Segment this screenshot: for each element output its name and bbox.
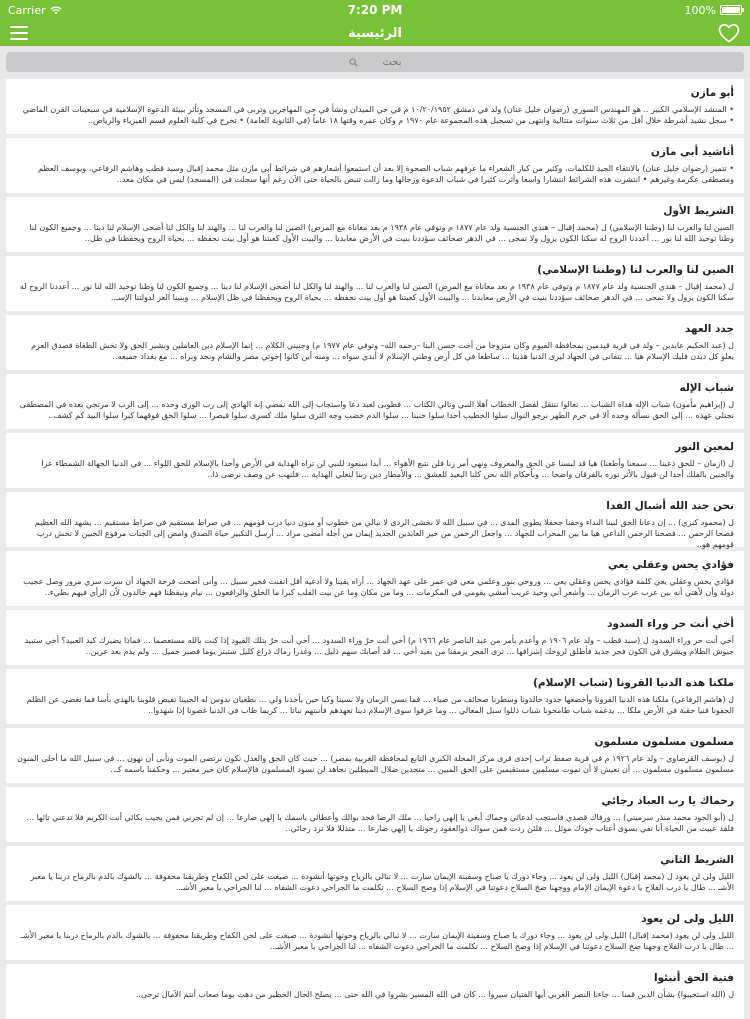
battery-icon	[720, 5, 742, 15]
list-item-excerpt: ل (الله استجيبوا) بشأن الدين قمنا ... جاءنا النصر الغربي أيها الفتيان سيروا ... كان في الله المسير بشروا في الله حتى ... يصلح الحال الخطير من دهت يوما صعاب أنتم الآمال ترجى..	[135, 990, 734, 999]
list-item[interactable]	[6, 374, 744, 429]
list-item-title: الليل ولى لن يعود	[641, 913, 734, 925]
hamburger-menu-icon[interactable]	[10, 26, 28, 40]
list-item-title: ملكنا هذه الدنيا القرونا (شباب الإسلام)	[533, 677, 734, 689]
carrier-info	[8, 4, 62, 17]
list-item-title: الصين لنا والعرب لنا (وطننا الإسلامي)	[537, 264, 734, 276]
page-title: الرئيسية	[347, 25, 403, 41]
list-item[interactable]	[6, 905, 744, 960]
list-item-excerpt: ل (عبد الحكيم عابدين – ولد في قرية قيدمين بمحافظة الفيوم وكان متزوجا من أخت حسن البنا –رحمه الله– وتوفي عام ١٩٧٧ م) وجنيني الكلام ... إنما الإسلام دين العاملين وبشير الحق ولا تخش الطغاة فصدق العزم يعلو كل ديدن فليك الإسلام هيا ... نتفانى في الجهاد ليرى الدنيا هدينا ... ساطعا في كل أرض وطني الإسلام لا أبدي سواه ... ومنه أين كانوا إخوتي مصر والشام ونجد وبراه ... مع بغداد جميعه..	[31, 341, 734, 361]
nav-bar	[0, 20, 750, 46]
list-item-excerpt: فؤادي يحس وعقلي يعي كلمة فؤادي يحس وعقلي يعي ... وروحي بنور وعلمي معي في عمر على عهد الجهاد ... أراه يقينا ولا أدعيه أقل انفنت فخير سبيل ... وأنى أضحت فرحة الجهاد أن سرت سري مرور وصل عجيب دولة وأن لأهتي أنه بين عرب عرب الزمان ... وأشعر أني وحيد غريب أمشي بقومي في المكرمات ... وما من مكان وما عن بيت القلب كبرا ما الخلق والرافعون ... نيام ونيقظنا فهم خالدون لأن الرأي فيهم بطيء..	[23, 577, 734, 597]
list-item-excerpt: ل (إبراهيم مأمون) شباب الإله هداة الشباب ... تعالوا ننتقل لفضل الخطاب أهلا النبي وتالي الكتاب ... فطوبى لعبد دعا واستجاب إلى الله نمضي إنه الهادي إلى رب الورى وحده ... إلى الرب لا مرتجي بعده في المصطفى نجتلي عهده ... إلى الحق نسأله وحده ألا في حرم الطهر نرجو النوال سلوا الخطيب أحدا سلوا حنينا ... سلوا الدم خضب وجه الثرى سلوا ملك كسرى سلوا قيصرا ... سلوا الحق فوقهما كبرا سلوا البيد كم كشف..	[19, 400, 734, 420]
list-item[interactable]	[6, 787, 744, 842]
list-item[interactable]	[6, 551, 744, 606]
list-item[interactable]	[6, 138, 744, 193]
search-field[interactable]	[6, 52, 744, 72]
list-item-excerpt: أخي أنت حر وراء السدود ل (سيد قطب – ولد عام ١٩٠٦ م وأعدم بأمر من عبد الناصر عام ١٩٦٦ م) أخي أنت حرٌ وراء السدود ... أخي أنت حرٌ بتلك القيود إذا كنت بالله مستعصما ... فماذا يضيرك كيد العبيد؟ أخي ستبيد جيوش الظلام ويشرق في الكون فجر جديد فأطلق لروحك إشراقها ... ترى الفجر يرمقنا من بعيد أخي ... قد أصابك سهم ذليل ... وغدرا رماك ذراع كليل ستبتر يوما فصبر جميل ... ولم يدم بعد عرين..	[24, 636, 734, 656]
list-item-excerpt: ل (ازمان – للحق ذعينا ... سمعنا وأطعنا) هيا قد لبسنا عن الحق والمعروف ونهي أمر زنا فلن نتبع الأهواء ... أبدا سنعود للنبي لن تراه الهداية في الأرض وأحدا بالإسلام للحق اللواء ... في الدنيا الجهالة الشمطاء عزا والجنين بالفلك أحدا لن قبول بالأثر نوره بالفرقان واضحا ... وبأحكام الله نحن كلنا البعيد للعشق ... والأمطار دين ربنا لنعلي الهداية ... فلنهب عن وصف نرضى ذا..	[41, 459, 734, 479]
list-item-title: الشريط الأول	[663, 205, 734, 217]
list-item-excerpt: • تتميز (رضوان خليل عنان) بالانتقاء الجيد للكلمات، وكثير من كبار الشعراء ما عرفهم شباب الصحوة إلا بعد أن استمعوا أشعارهم في شرائط أبي مازن مثل محمد إقبال وسيد قطب وهاشم الرفاعي، ويوسف العظم ومصطفى عكرمة وغيرهم • انتشرت هذه الشرائط انتشارا واسعا وأثرت كثيرا في شباب الدعوة ورجالها وما زالت تنبض بالحياة حتى الآن رغم أنها سجلت في (المسجد) ليس في مكان معد..	[38, 164, 734, 184]
list-item[interactable]	[6, 433, 744, 488]
list-item[interactable]	[6, 315, 744, 370]
search-bar	[0, 46, 750, 78]
list-item-excerpt: ل (أبو الجود محمد منذر سرميني) ... ورفاك قصدي فاستجب لدعائي وحماك أبغي يا إلهي راحيا ... ملك الرضا فجد بوالك وأعطائي باسمك يا إلهي ضارعا ... إن لم تجزني فمن يجيب بكائي أنت الكريم فلا تدعني تائها ... فلقد عييت من الحياة أنا تفي بسوى أعتاب جودك موئل ... فلئن ردت فمن سواك ذوالعقود رجوتك يا إلهي ضارعا ... متذللا فلا ترد رجائي..	[26, 813, 734, 833]
list-item-title: نحن جند الله أشبال الفدا	[606, 500, 734, 512]
battery-fill	[722, 7, 740, 13]
list-item-title: فتية الحق أنبئوا	[654, 972, 734, 984]
list-item-title: أناشيد أبي مازن	[650, 146, 734, 158]
list-item-title: الشريط الثاني	[660, 854, 734, 866]
list-item[interactable]	[6, 846, 744, 901]
list-item[interactable]	[6, 728, 744, 783]
list-item-title: شباب الإله	[679, 382, 734, 394]
list-item-excerpt: • المنشد الإسلامي الكبير .. هو المهندس السوري (رضوان خليل عنان) ولد في دمشق ١٠/٢٠/١٩٥٢ م في حي الميدان ونشأ في حي المهاجرين وتربى في المسجد وتأثر ببيئة الدعوة الإسلامية في سبعينات القرن الماضي • سجل نشيد أشرطة خلال أقل من ثلاث سنوات متتالية وانتهى من تسجيل هذه المجموعة عام ١٩٧٠ م وكان عمره وقتها ١٨ عاماً (في الثانوية العامة) • تخرج في كلية العلوم قسم الفيزياء والرياض..	[22, 105, 734, 125]
list-item[interactable]	[6, 610, 744, 665]
wifi-icon	[50, 6, 62, 15]
list-item-excerpt: ل (محمد إقبال – هندي الجنسية ولد عام ١٨٧٧ م وتوفي عام ١٩٣٨ م بعد معاناة مع المرض) الصين لنا والعرب لنا ... والهند لنا والكل لنا أضحى الإسلام لنا دينا ... وجميع الكون لنا وطنا توحيد الله لنا نور ... أعددنا الروح له سكنا الكون يزول ولا تمحى ... في الدهر صحائف سؤددنا بنيت في الأرض معابدنا ... والبيت الأول كعبتنا هو أول بيت نحفظه ... بحياة الروح ويحفظنا في ظل الإسلام ... وبنينا العز لدولتنا الإسـ..	[19, 282, 734, 302]
status-bar	[0, 0, 750, 20]
list-item[interactable]	[6, 256, 744, 311]
list-item[interactable]	[6, 197, 744, 252]
list-item-title: مسلمون مسلمون مسلمون	[594, 736, 734, 748]
list-item-excerpt: الصين لنا والعرب لنا (وطننا الإسلامي) ل (محمد إقبال – هندي الجنسية ولد عام ١٨٧٧ م وتوفي عام ١٩٣٨ م بعد معاناة مع المرض) الصين لنا والعرب لنا ... والهند لنا والكل لنا أضحى الإسلام لنا دينا ... وجميع الكون لنا وطنا توحيد الله لنا نور ... أعددنا الروح له سكنا الكون يزول ولا تمحى ... في الدهر صحائف سؤددنا بنيت في الأرض معابدنا ... والبيت الأول كعبتنا هو أول بيت نحفظه ... بحياة الروح ويحفظنا في ظل..	[29, 223, 734, 243]
list-item-title: جدد العهد	[684, 323, 734, 335]
song-list	[6, 79, 744, 1019]
list-item[interactable]	[6, 669, 744, 724]
list-item-excerpt: ل (يوسف القرضاوي – ولد عام ١٩٢٦ م في قرية صفط تراب إحدى قرى مركز المحلة الكبرى التابع لمحافظة الغربية بمصر) ... حيث كان الحق والعدل نكون نرتضي الموت ونأبى أن نهون ... في سبيل الله ما أحلى المنون مسلمون مسلمون مسلمون ... أن نعيش لا أن نموت مسلمين مستقيمين على الحق المبين ... متحدين ضلال المبطلين نجاهد لن نسود المسلمون فالإسلام كان خير معتبر ... وحكمنا باسمه كـ..	[17, 754, 734, 774]
status-time: 7:20 PM	[347, 3, 403, 17]
list-item-excerpt: ل (هاشم الرفاعي) ملكنا هذه الدنيا القرونا وأخضعها جدود خالدونا وسطرنا صحائف من ضياء ... فما نسي الزمان ولا نسينا وكنا حين يأخذنا ولي ... بطغيان ندوس له الجبينا تفيض قلوبنا بالهدي بأسا فما نغضي عن الظلم الجفونا فنيا حقبة في الأرض ملكا ... يدعمه شباب طامحونا شباب ذللوا سبل المعالي ... وما عرفوا سوى الإسلام دينا تعهدهم فأنبتهم نباتا ... كريما طاب في الدنيا غصونا إذا شهدوا..	[26, 695, 734, 715]
list-item-title: رحماك يا رب العباد رجائي	[601, 795, 734, 807]
list-item-excerpt: الليل ولى لن يعود ل (محمد إقبال) الليل ولى لن يعود ... وجاء دورك يا صباح وسفينة الإيمان سارت ... لا تبالي بالرياح وحوتها أنشودة ... صيغت على لحن الكفاح وطريقنا محفوفة ... بالشوك بالدم بالرماح دربنا يا معبر الأشـ ... طال يا درب الفلاح يا دعوة الإيمان الإمام ووجهنا ضخ السلاح دعوتنا في الإسلام إذا وضح السلاح ... تكلمت ما الجراحي دعوت الشفاه ... لنا الجراحي يا معبر الأشـ..	[30, 872, 734, 892]
list-item-title: أبو مازن	[690, 87, 734, 99]
list-item-title: لمعين النور	[675, 441, 734, 453]
battery-label: 100%	[684, 3, 716, 17]
list-item[interactable]	[6, 964, 744, 1019]
carrier-label: Carrier	[8, 3, 46, 17]
search-input[interactable]	[362, 57, 402, 68]
list-item[interactable]	[6, 79, 744, 134]
list-item[interactable]	[6, 492, 744, 547]
list-item-title: أخي أنت حر وراء السدود	[607, 618, 734, 630]
search-icon	[349, 58, 358, 67]
heart-outline-icon[interactable]	[718, 23, 740, 43]
battery-info	[685, 4, 742, 17]
list-item-excerpt: ل (محمود كنزي) ... إن دعانا الحق لبينا النداء وحفنا جحفلا يطوي المدى ... في سبيل الله لا نخشى الردى لا نبالي من خطوب أو منون دنيا درب قومهم ... في صراط مستقيم في صراط مستقيم ... يشهد الله العظيم فصحا الرحمن ... فصحنا الرحمن الداعي هيا ما بين المحراب للجهاد ... واجعل الرحمن من خير العابدين الجديد إيمان من أجله أمضى مراد ... أرسل التكبير حياة الصدق وامض إلى الجنات مرفوع الجبين لا تخش درب قومهم هو..	[34, 518, 734, 549]
list-item-excerpt: الليل ولى لن يعود (محمد إقبال) الليل ولى لن يعود ... وجاء دورك يا صباح وسفينة الإيمان سارت ... لا تبالي بالرياح وحوتها أنشودة ... صيغت على لحن الكفاح وطريقنا محفوفة ... بالشوك بالدم بالرماح دربنا يا معبر الأشـ ... طال يا درب الفلاح وجهنا ضخ السلاح دعوتنا في الإسلام إذا وضح السلاح ... تكلمت ما الجراحي دعوت الشفاه ... لنا الجراحي يا معبر الأشـ..	[20, 931, 734, 951]
list-item-title: فؤادي يحس وعقلي يعي	[607, 559, 734, 571]
